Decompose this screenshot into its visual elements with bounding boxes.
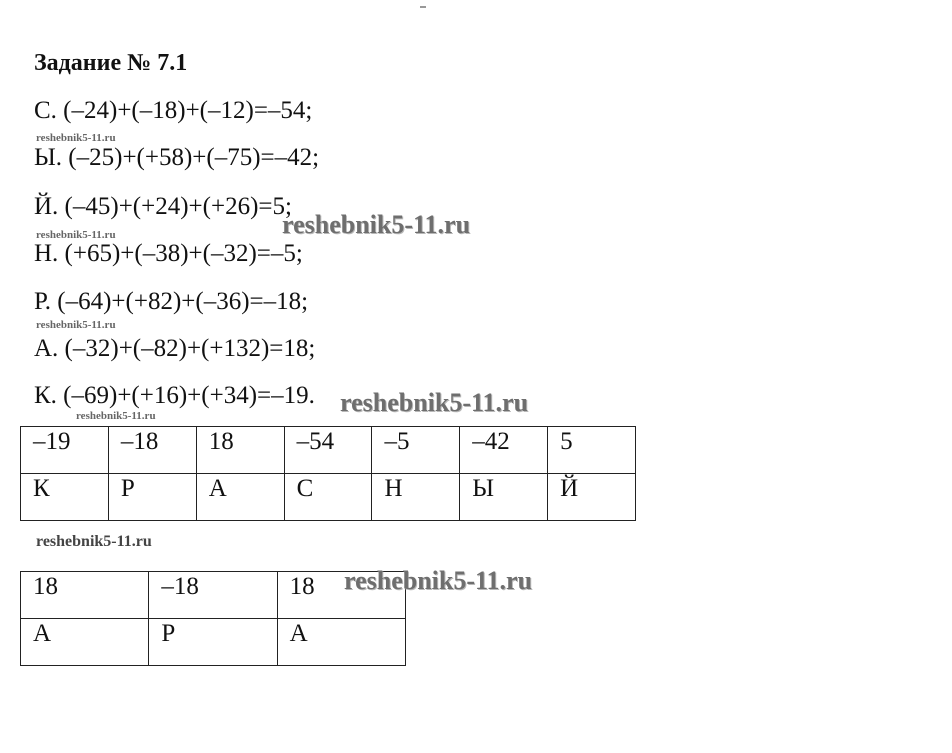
table-cell: Р <box>149 619 277 666</box>
equation-a: А. (–32)+(–82)+(+132)=18; <box>34 335 316 362</box>
equation-s: С. (–24)+(–18)+(–12)=–54; <box>34 97 313 124</box>
table-cell: А <box>277 619 405 666</box>
table-cell: С <box>284 474 372 521</box>
table-cell: Ы <box>460 474 548 521</box>
table-cell: К <box>21 474 109 521</box>
equation-r: Р. (–64)+(+82)+(–36)=–18; <box>34 288 309 315</box>
table-cell: 18 <box>21 572 149 619</box>
table-row-letters <box>21 619 406 666</box>
scan-mark <box>420 6 426 8</box>
watermark-small: reshebnik5-11.ru <box>36 319 116 331</box>
table-cell: –18 <box>149 572 277 619</box>
table-cell: 18 <box>196 427 284 474</box>
watermark-large: reshebnik5-11.ru <box>344 566 533 595</box>
table-cell: –5 <box>372 427 460 474</box>
table-cell: Р <box>108 474 196 521</box>
watermark-small: reshebnik5-11.ru <box>76 410 156 422</box>
table-row-numbers <box>21 427 636 474</box>
watermark-small: reshebnik5-11.ru <box>36 132 116 144</box>
table-cell: Й <box>548 474 636 521</box>
equation-y: Ы. (–25)+(+58)+(–75)=–42; <box>34 144 320 171</box>
table-row-letters <box>21 474 636 521</box>
table-cell: –42 <box>460 427 548 474</box>
equation-k: К. (–69)+(+16)+(+34)=–19. <box>34 382 315 409</box>
watermark-large: reshebnik5-11.ru <box>282 210 471 239</box>
table-cell: 5 <box>548 427 636 474</box>
table-cell: –54 <box>284 427 372 474</box>
table-cell: –18 <box>108 427 196 474</box>
task-title: Задание № 7.1 <box>34 50 188 76</box>
table-cell: А <box>21 619 149 666</box>
watermark-small: reshebnik5-11.ru <box>36 229 116 241</box>
answer-table-1 <box>20 426 636 521</box>
watermark-medium: reshebnik5-11.ru <box>36 533 152 550</box>
table-cell: 18 <box>277 572 405 619</box>
watermark-large: reshebnik5-11.ru <box>340 388 529 417</box>
table-cell: –19 <box>21 427 109 474</box>
equation-n: Н. (+65)+(–38)+(–32)=–5; <box>34 240 303 267</box>
equation-j: Й. (–45)+(+24)+(+26)=5; <box>34 193 292 220</box>
table-cell: А <box>196 474 284 521</box>
table-cell: Н <box>372 474 460 521</box>
